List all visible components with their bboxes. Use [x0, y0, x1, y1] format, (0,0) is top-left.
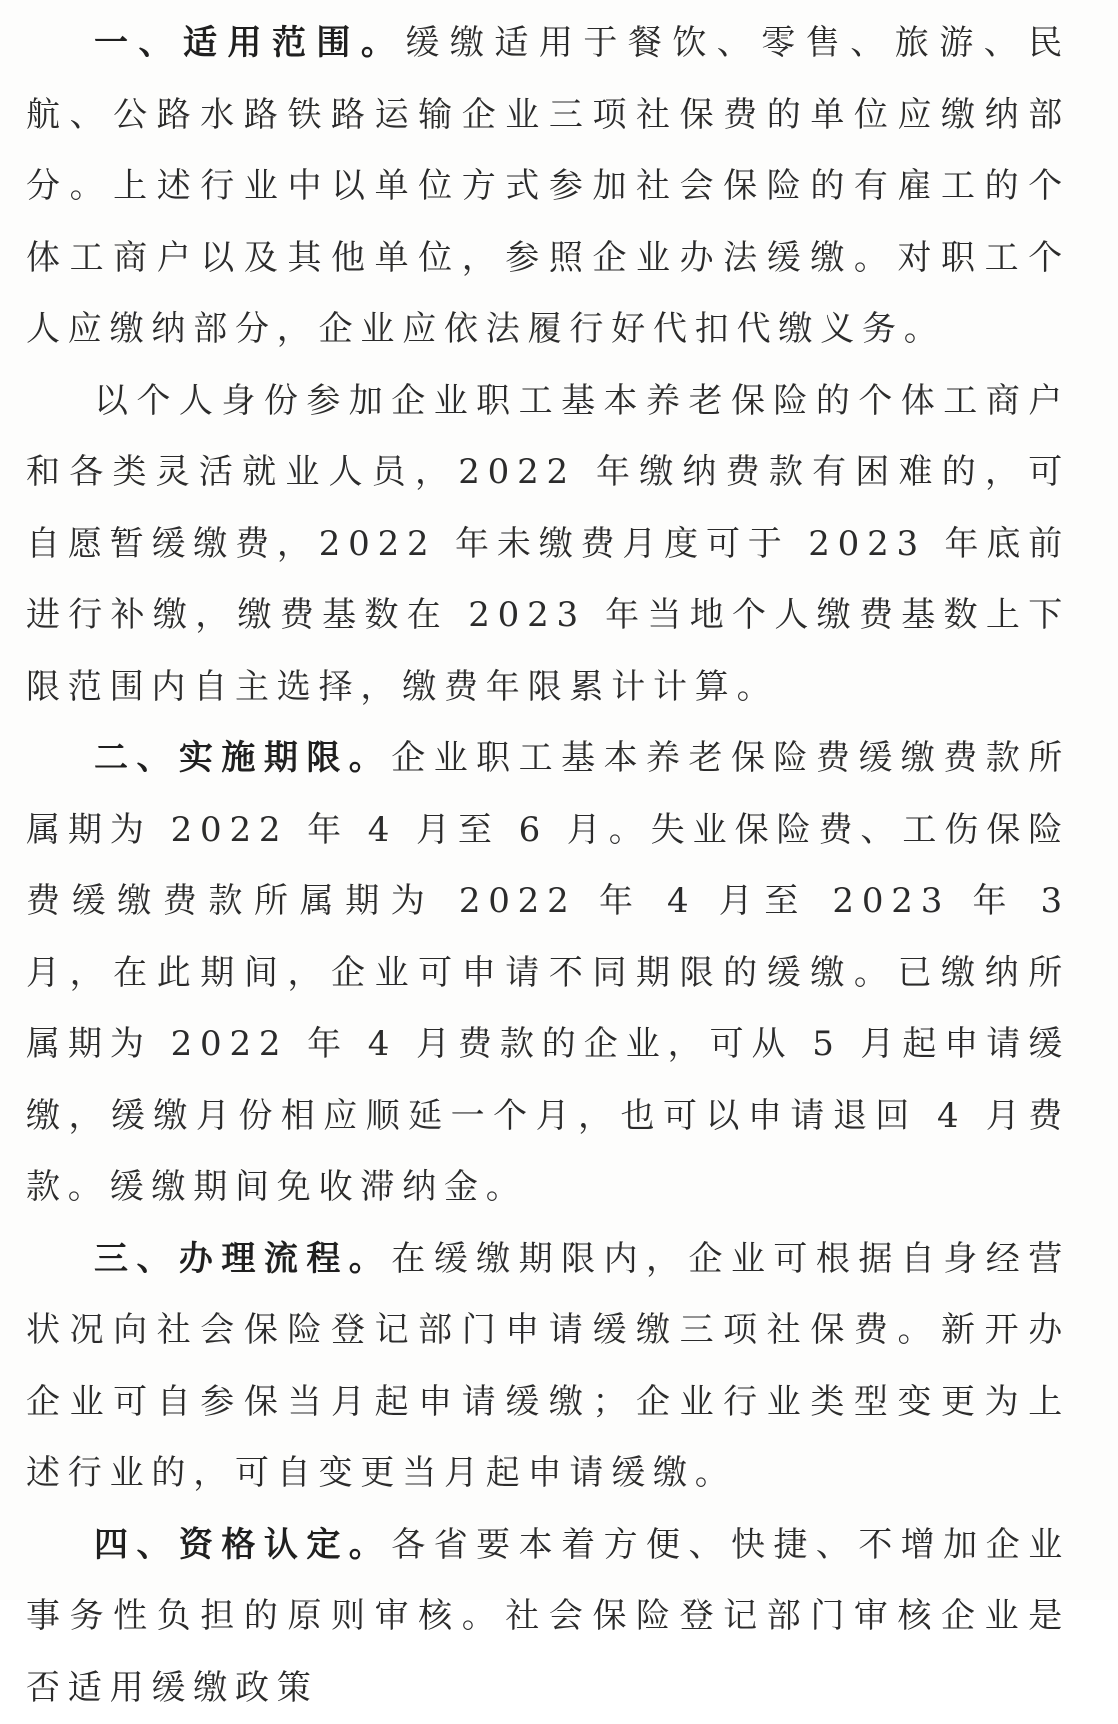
paragraph-qualification — [26, 1510, 1070, 1724]
paragraph-text: 在缓缴期限内，企业可根据自身经营状况向社会保险登记部门申请缓缴三项社保费。新开办企业可自参保当月起申请缓缴；企业行业类型变更为上述行业的，可自变更当月起申请缓缴。 — [26, 1239, 1070, 1494]
section-heading-process: 三、办理流程。 — [94, 1239, 391, 1279]
paragraph-text: 缓缴适用于餐饮、零售、旅游、民航、公路水路铁路运输企业三项社保费的单位应缴纳部分。上述行业中以单位方式参加社会保险的有雇工的个体工商户以及其他单位，参照企业办法缓缴。对职工个人应缴纳部分，企业应依法履行好代扣代缴义务。 — [26, 23, 1070, 349]
paragraph-process — [26, 1224, 1070, 1510]
section-heading-scope: 一、适用范围。 — [94, 23, 405, 63]
paragraph-period — [26, 723, 1070, 1224]
paragraph-text: 以个人身份参加企业职工基本养老保险的个体工商户和各类灵活就业人员，2022 年缴纳费款有困难的，可自愿暂缓缴费，2022 年未缴费月度可于 2023 年底前进行补缴，缴费基数在 2023 年当地个人缴费基数上下限范围内自主选择，缴费年限累计计算。 — [26, 381, 1070, 707]
paragraph-text: 企业职工基本养老保险费缓缴费款所属期为 2022 年 4 月至 6 月。失业保险费、工伤保险费缓缴费款所属期为 2022 年 4 月至 2023 年 3 月，在此期间，企业可申请不同期限的缓缴。已缴纳所属期为 2022 年 4 月费款的企业，可从 5 月起申请缓缴，缓缴月份相应顺延一个月，也可以申请退回 4 月费款。缓缴期间免收滞纳金。 — [26, 738, 1070, 1207]
section-heading-qualification: 四、资格认定。 — [94, 1525, 391, 1565]
paragraph-individual — [26, 366, 1070, 724]
paragraph-scope — [26, 8, 1070, 366]
document-page — [26, 8, 1070, 1724]
section-heading-period: 二、实施期限。 — [94, 738, 391, 778]
paragraph-text: 各省要本着方便、快捷、不增加企业事务性负担的原则审核。社会保险登记部门审核企业是否适用缓缴政策 — [26, 1525, 1070, 1708]
